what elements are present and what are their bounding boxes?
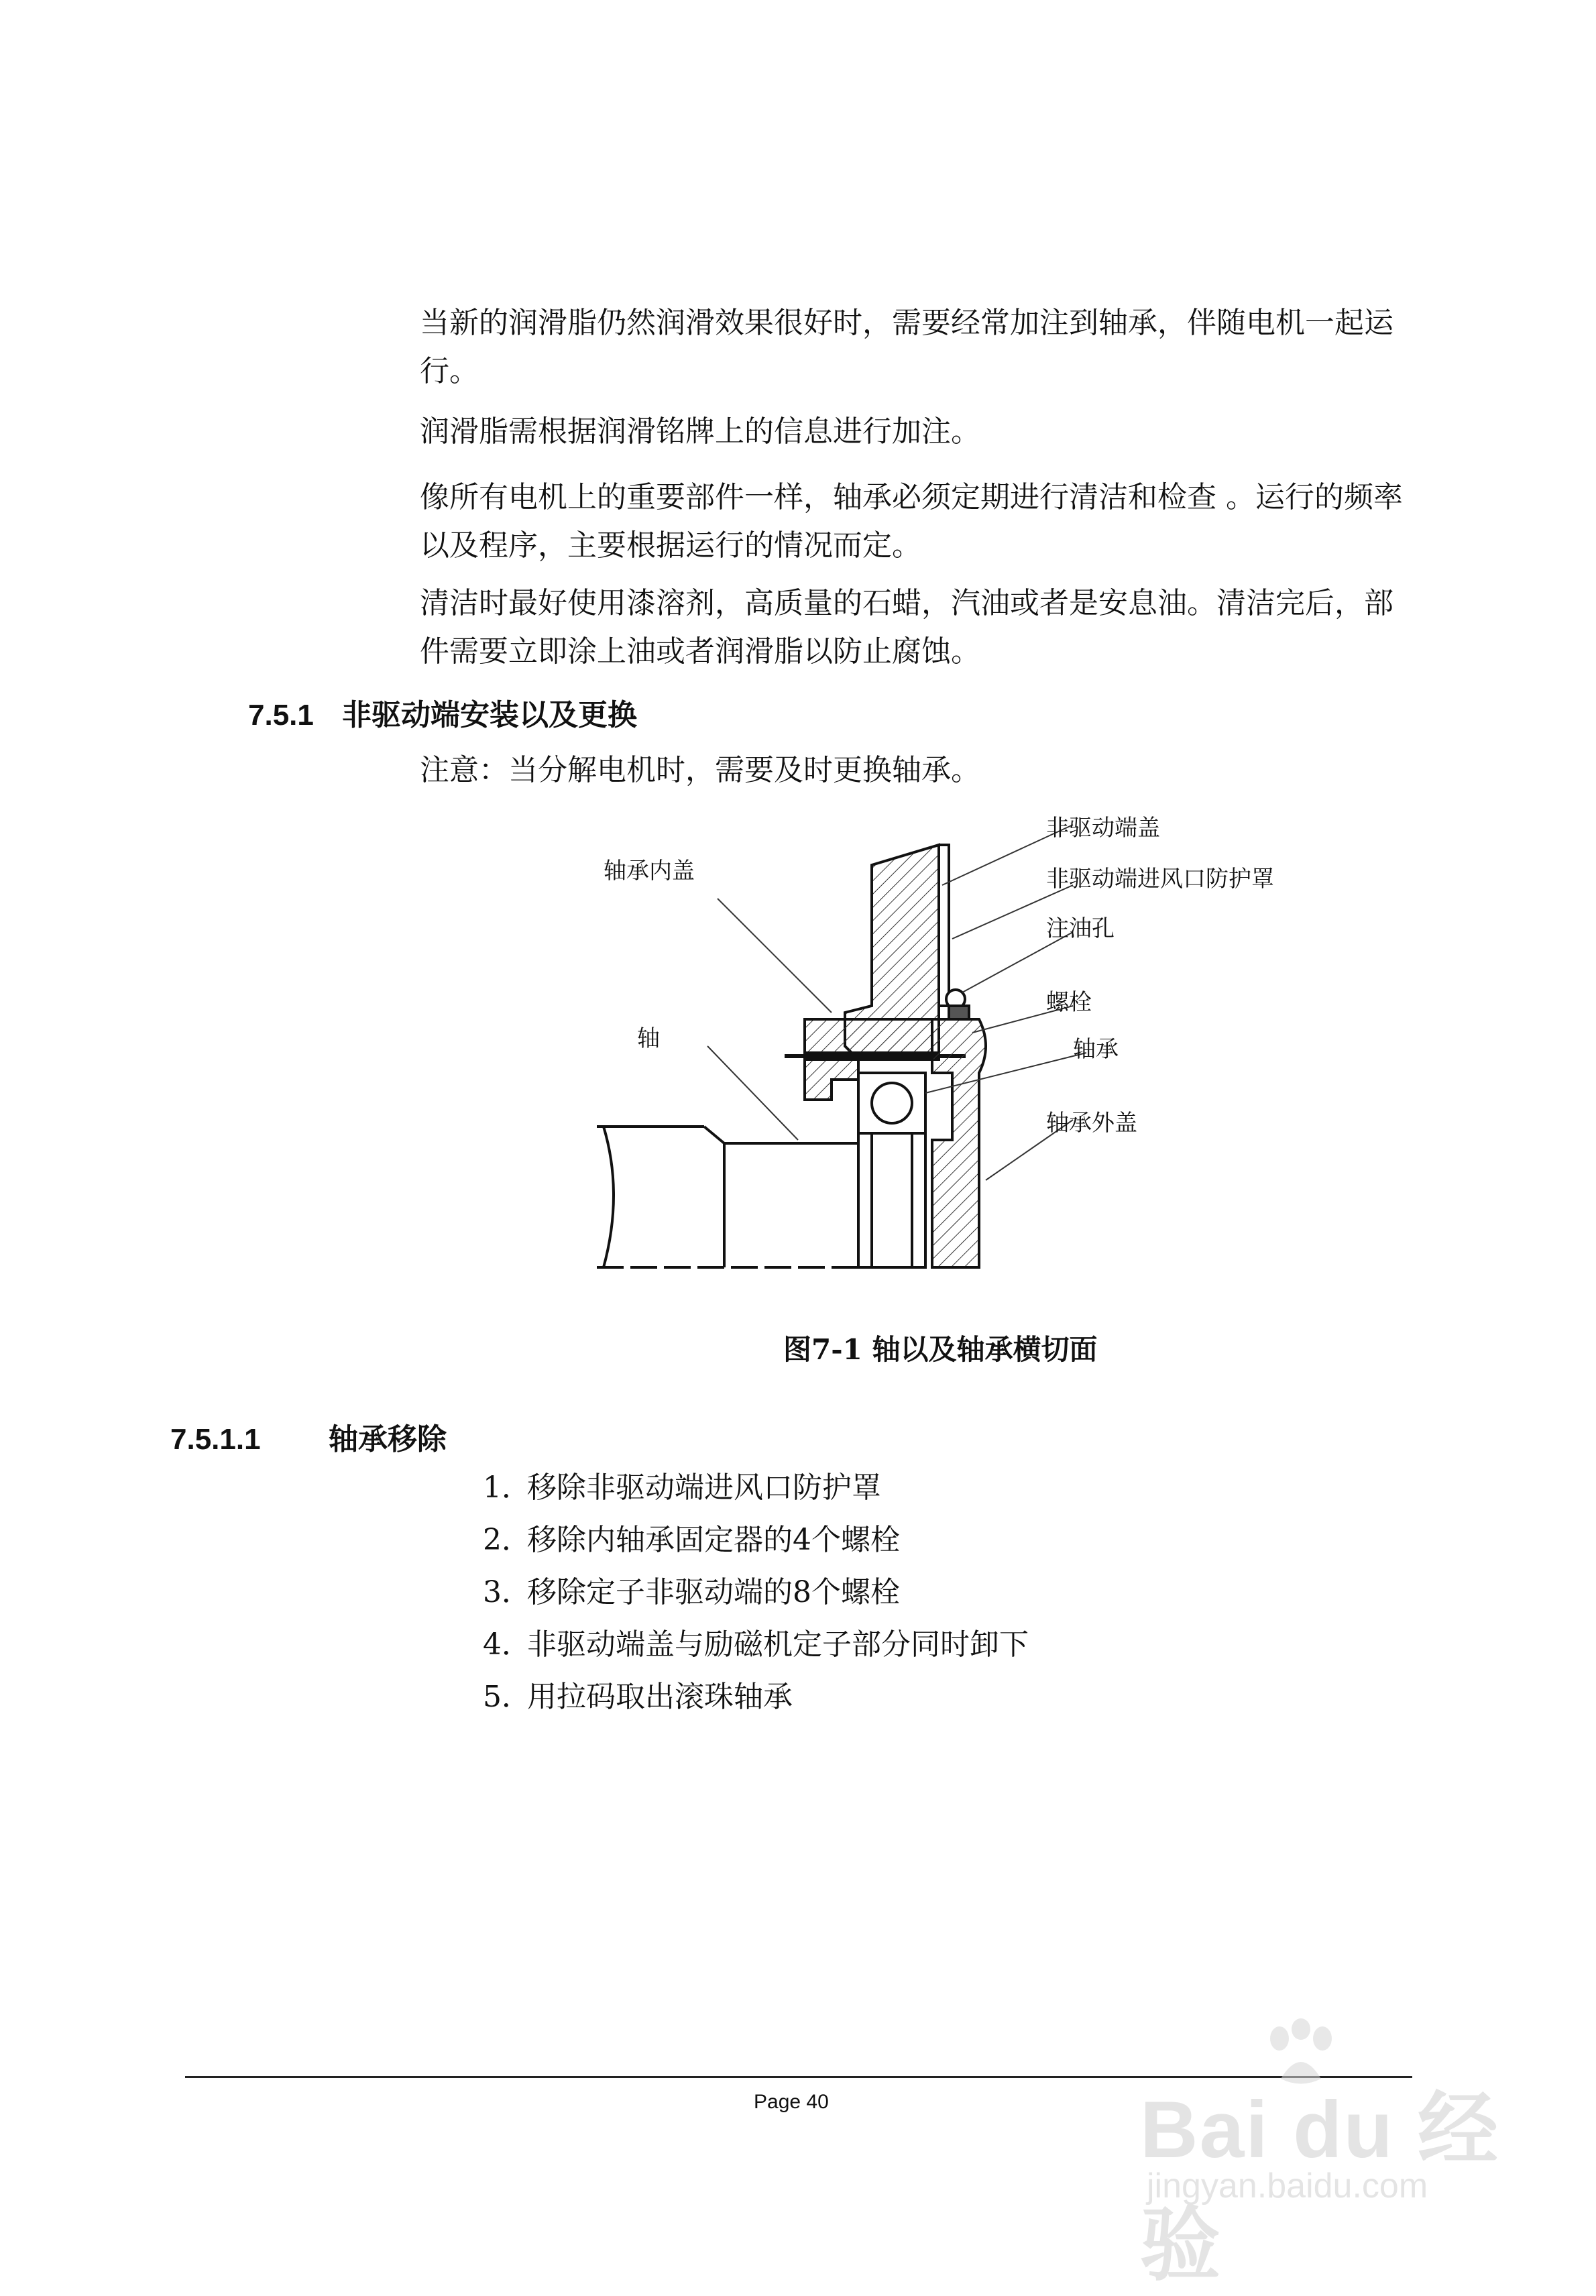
watermark-url: jingyan.baidu.com bbox=[1147, 2167, 1428, 2205]
paragraph-cleaning: 清洁时最好使用漆溶剂，高质量的石蜡，汽油或者是安息油。清洁完后，部件需要立即涂上油或者润滑脂以防止腐蚀。 bbox=[420, 586, 1393, 669]
section-number: 7.5.1 bbox=[248, 699, 314, 732]
paragraph-grease-nameplate: 润滑脂需根据润滑铭牌上的信息进行加注。 bbox=[420, 414, 980, 449]
label-bearing: 轴承 bbox=[1073, 1036, 1119, 1063]
list-item: 5．用拉码取出滚珠轴承 bbox=[483, 1680, 793, 1714]
note-text: 注意：当分解电机时，需要及时更换轴承。 bbox=[420, 753, 980, 787]
page-number: Page 40 bbox=[754, 2091, 829, 2113]
list-item: 3．移除定子非驱动端的8个螺栓 bbox=[483, 1575, 900, 1609]
bearing-cross-section-figure bbox=[577, 805, 1314, 1314]
removal-steps-list bbox=[483, 1462, 1029, 1723]
watermark-brand: Bai du 经验 bbox=[1140, 2085, 1500, 2290]
subsection-heading bbox=[170, 1415, 447, 1458]
section-title: 非驱动端安装以及更换 bbox=[342, 699, 637, 732]
label-bolt: 螺栓 bbox=[1046, 989, 1092, 1016]
bearing-drawing bbox=[805, 1059, 925, 1267]
list-item: 4．非驱动端盖与励磁机定子部分同时卸下 bbox=[483, 1627, 1029, 1662]
subsection-title: 轴承移除 bbox=[329, 1423, 447, 1456]
figure-caption: 图7-1 轴以及轴承横切面 bbox=[783, 1333, 1098, 1366]
subsection-number: 7.5.1.1 bbox=[170, 1423, 261, 1456]
list-item: 1．移除非驱动端进风口防护罩 bbox=[483, 1471, 881, 1505]
label-oil-hole: 注油孔 bbox=[1046, 915, 1115, 942]
label-shaft: 轴 bbox=[637, 1025, 660, 1052]
baidu-watermark bbox=[1140, 2018, 1556, 2290]
label-outer-cap: 轴承外盖 bbox=[1046, 1110, 1137, 1137]
label-inlet-guard: 非驱动端进风口防护罩 bbox=[1046, 866, 1274, 893]
label-inner-cap: 轴承内盖 bbox=[604, 858, 695, 884]
list-item: 2．移除内轴承固定器的4个螺栓 bbox=[483, 1523, 900, 1557]
paragraph-lubrication: 当新的润滑脂仍然润滑效果很好时，需要经常加注到轴承，伴随电机一起运行。 bbox=[420, 306, 1393, 388]
section-heading bbox=[248, 691, 637, 734]
paragraph-inspection: 像所有电机上的重要部件一样，轴承必须定期进行清洁和检查 。运行的频率以及程序，主要根据运行的情况而定。 bbox=[420, 480, 1403, 563]
label-nde-cover: 非驱动端盖 bbox=[1046, 815, 1160, 842]
